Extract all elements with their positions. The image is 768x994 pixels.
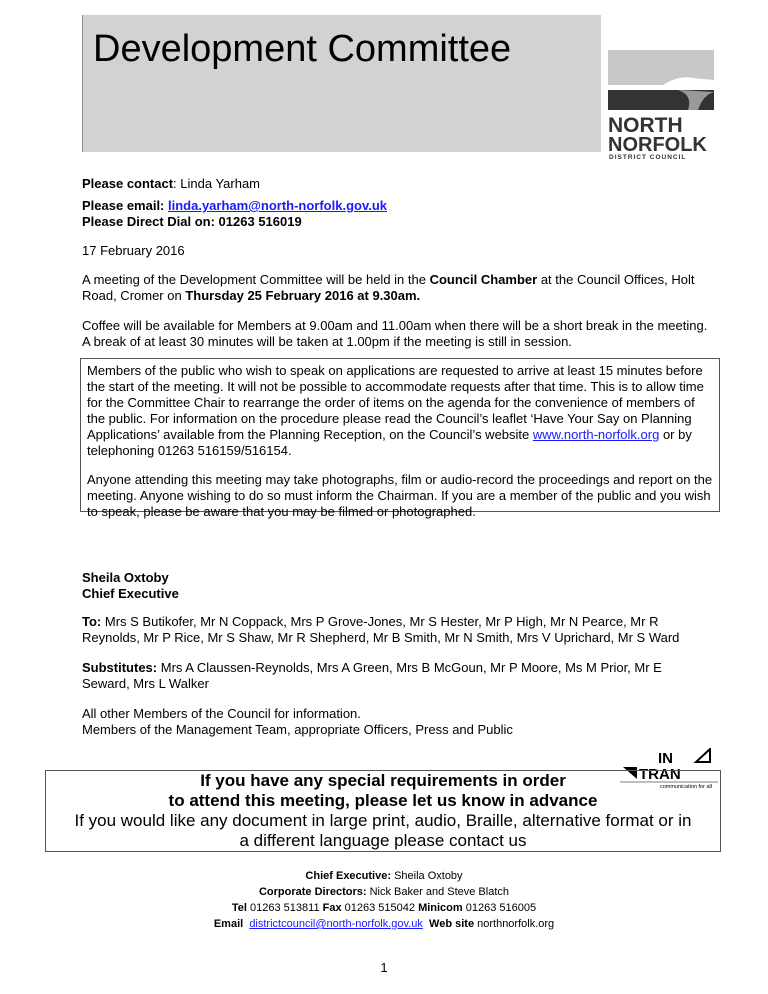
recording-paragraph: Anyone attending this meeting may take photographs, film or audio-record the proceedings and report on the meeting. Anyone wishing to do so must inform the Chairman. If you are a member of the public and you wish to speak, please be aware that you may be filmed or photographed. xyxy=(87,472,713,519)
title-banner xyxy=(82,15,601,152)
signatory-role: Chief Executive xyxy=(82,586,179,601)
special-req-line-1: If you have any special requirements in order xyxy=(200,771,566,790)
coffee-paragraph: Coffee will be available for Members at 9.00am and 11.00am when there will be a short break in the meeting. A break of at least 30 minutes will be taken at 1.00pm if the meeting is still in session. xyxy=(82,318,708,349)
special-req-line-2: to attend this meeting, please let us know in advance xyxy=(168,791,598,810)
meeting-paragraph: A meeting of the Development Committee will be held in the Council Chamber at the Council Offices, Holt Road, Cromer on Thursday 25 February 2016 at 9.30am. xyxy=(82,272,695,303)
others-line-1: All other Members of the Council for information. xyxy=(82,706,361,721)
svg-text:IN: IN xyxy=(658,750,673,767)
footer-email-link[interactable]: districtcouncil@north-norfolk.gov.uk xyxy=(249,918,423,930)
contact-block xyxy=(82,176,722,350)
public-speaking-paragraph: Members of the public who wish to speak on applications are requested to arrive at least 15 minutes before the start of the meeting. It will not be possible to accommodate requests after that time. This is to allow time for the Committee Chair to rearrange the order of items on the agenda for the convenience of members of the public. For information on the procedure please read the Council’s leaflet ‘Have Your Say on Planning Applications’ available from the Planning Reception, on the Council’s website www.north-norfolk.org or by telephoning 01263 516159/516154. xyxy=(87,363,704,458)
svg-text:DISTRICT COUNCIL: DISTRICT COUNCIL xyxy=(609,154,687,160)
signatory-block xyxy=(82,570,722,738)
email-label: Please email: xyxy=(82,198,168,213)
letter-date: 17 February 2016 xyxy=(82,243,185,258)
svg-text:communication for all: communication for all xyxy=(660,784,712,788)
council-logo xyxy=(608,50,718,160)
alt-format-line-2: a different language please contact us xyxy=(239,831,527,850)
public-notice-box xyxy=(80,358,720,519)
contact-email-link[interactable]: linda.yarham@north-norfolk.gov.uk xyxy=(168,198,388,213)
footer: Chief Executive: Sheila Oxtoby Corporate Directors: Nick Baker and Steve Blatch Tel 01263 513811 Fax 01263 515042 Minicom 01263 516005 Email districtcouncil@north-norfolk.gov.uk Web site northnorfolk.org xyxy=(213,870,555,930)
contact-name: : Linda Yarham xyxy=(173,176,261,191)
substitutes: Substitutes: Mrs A Claussen-Reynolds, Mrs A Green, Mrs B McGoun, Mr P Moore, Ms M Prior, Mr E Seward, Mrs L Walker xyxy=(82,660,662,691)
svg-text:TRAN: TRAN xyxy=(639,766,681,783)
recipients: To: Mrs S Butikofer, Mr N Coppack, Mrs P Grove-Jones, Mr S Hester, Mr P High, Mr N Pearce, Mr R Reynolds, Mr P Rice, Mr S Shaw, Mr R Shepherd, Mr B Smith, Mr N Smith, Mrs V Uprichard, Mr S Ward xyxy=(82,614,680,645)
page-title: Development Committee xyxy=(93,28,512,70)
alt-format-line-1: If you would like any document in large print, audio, Braille, alternative format or in xyxy=(74,811,692,830)
others-line-2: Members of the Management Team, appropriate Officers, Press and Public xyxy=(82,722,513,737)
special-requirements-box xyxy=(45,770,721,852)
svg-text:NORTH: NORTH xyxy=(608,114,683,137)
contact-label: Please contact xyxy=(82,176,174,191)
svg-text:NORFOLK: NORFOLK xyxy=(608,134,707,156)
website-link[interactable]: www.north-norfolk.org xyxy=(532,427,660,442)
signatory-name: Sheila Oxtoby xyxy=(82,570,169,585)
page-number: 1 xyxy=(380,960,388,975)
direct-dial: Please Direct Dial on: 01263 516019 xyxy=(82,214,302,229)
